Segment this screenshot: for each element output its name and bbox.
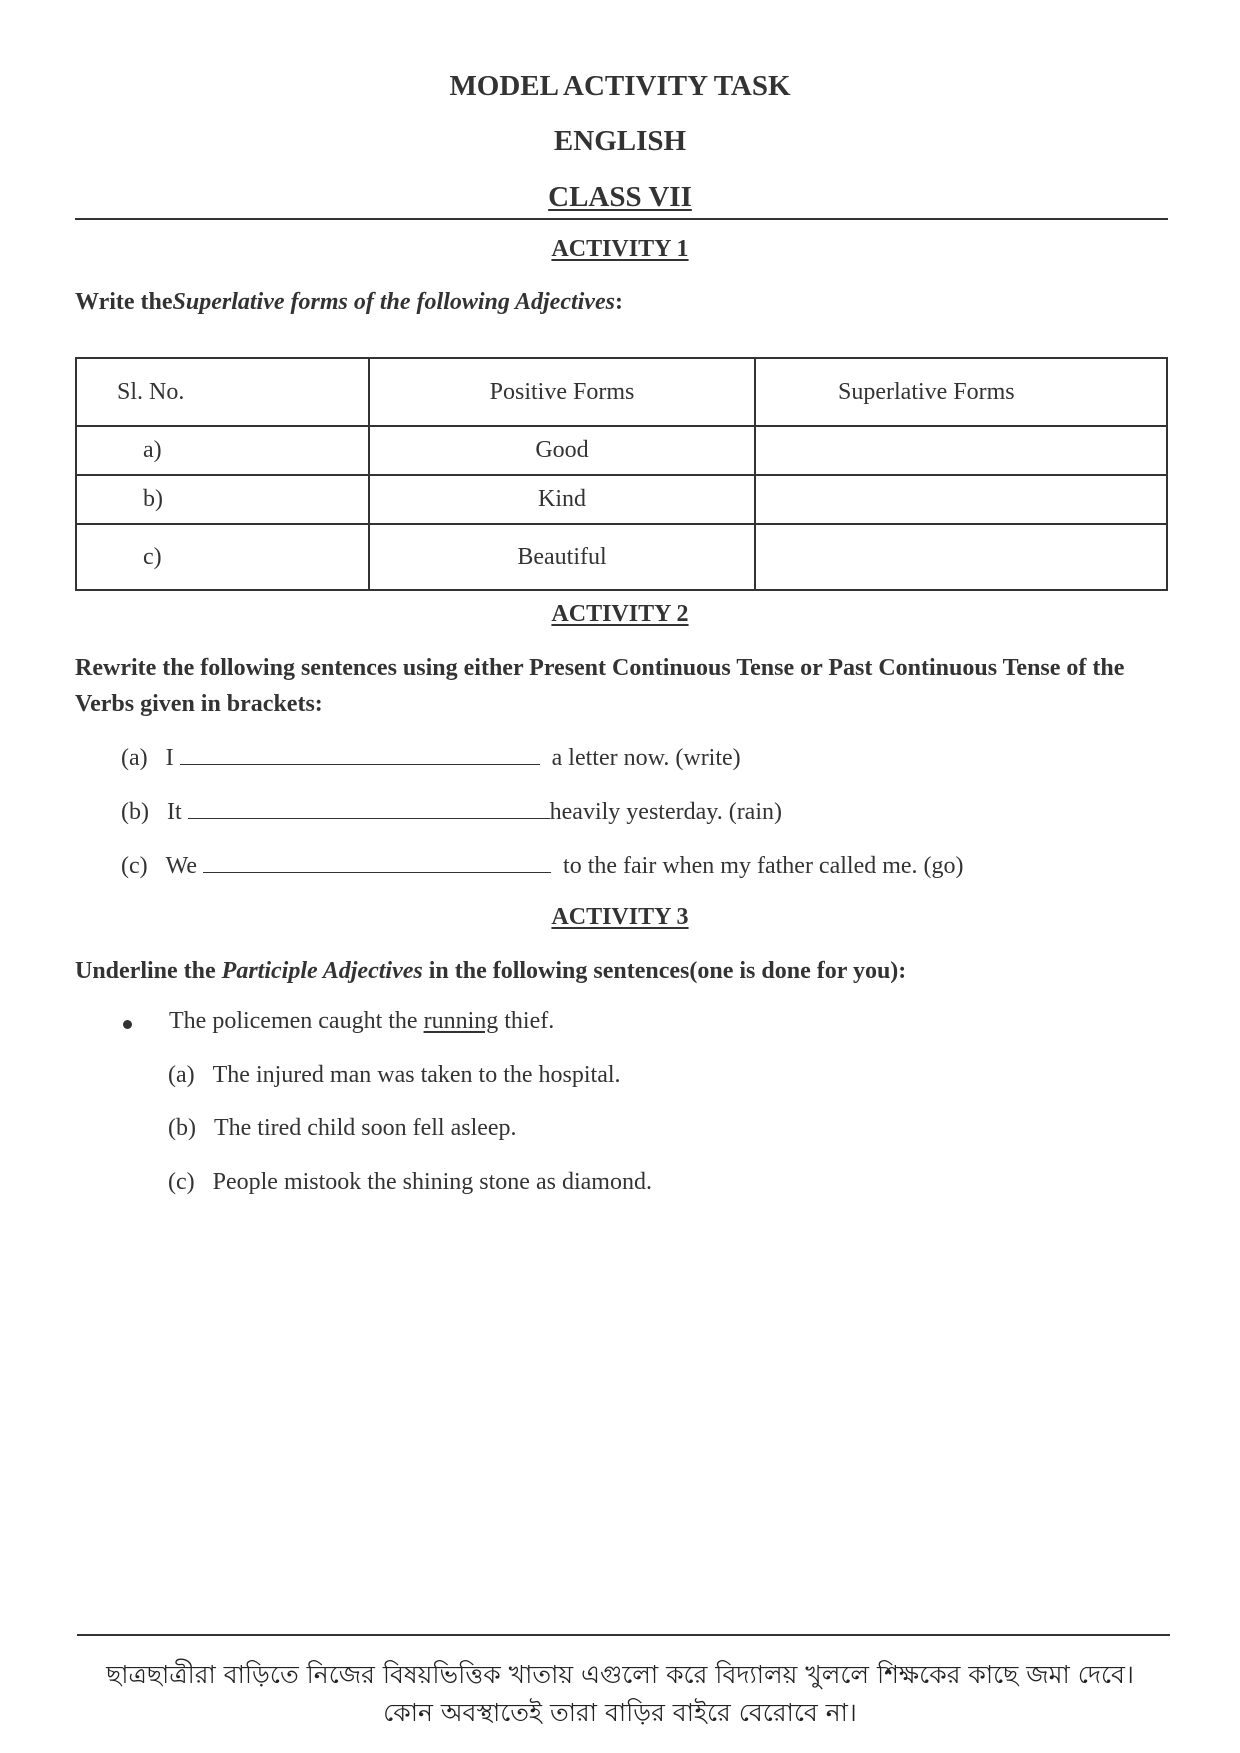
example-sentence bbox=[169, 1008, 554, 1035]
activity-2-title-wrap bbox=[0, 601, 1240, 628]
cell-superlative-answer[interactable] bbox=[755, 475, 1167, 524]
activity-2-instruction bbox=[75, 650, 1168, 722]
class-title: CLASS VII bbox=[548, 181, 692, 213]
item-label: (a) bbox=[168, 1062, 195, 1088]
instruction-italic: Superlative forms of the following Adjectives bbox=[172, 289, 615, 315]
item-label: (b) bbox=[168, 1115, 196, 1141]
item-label: (c) bbox=[121, 853, 148, 879]
list-item bbox=[168, 1169, 652, 1196]
cell-superlative-answer[interactable] bbox=[755, 426, 1167, 475]
instruction-italic: Participle Adjectives bbox=[221, 958, 423, 984]
item-label: (c) bbox=[168, 1169, 195, 1195]
header-divider bbox=[75, 218, 1168, 220]
class-title-wrap bbox=[0, 181, 1240, 214]
example-underlined-word: running bbox=[423, 1008, 499, 1034]
item-text[interactable]: The tired child soon fell asleep. bbox=[213, 1115, 517, 1141]
instruction-suffix: in the following sentences(one is done for you): bbox=[422, 958, 907, 984]
answer-blank[interactable] bbox=[188, 796, 550, 819]
cell-positive: Beautiful bbox=[369, 524, 755, 590]
bullet-icon bbox=[123, 1020, 132, 1029]
instruction-suffix: : bbox=[614, 289, 623, 315]
item-label: (a) bbox=[121, 745, 148, 771]
item-after: heavily yesterday. (rain) bbox=[549, 799, 782, 825]
footer-instruction-line-1: ছাত্রছাত্রীরা বাড়িতে নিজের বিষয়ভিত্তিক খাতায় এগুলো করে বিদ্যালয় খুললে শিক্ষকের কাছে জমা দেবে। bbox=[106, 1660, 1134, 1689]
item-after: a letter now. (write) bbox=[551, 745, 741, 771]
cell-positive: Kind bbox=[369, 475, 755, 524]
activity-1-instruction bbox=[75, 284, 623, 320]
item-text[interactable]: The injured man was taken to the hospital. bbox=[212, 1062, 621, 1088]
list-item bbox=[168, 1115, 517, 1142]
cell-superlative-answer[interactable] bbox=[755, 524, 1167, 590]
footer-divider bbox=[77, 1634, 1170, 1636]
cell-positive: Good bbox=[369, 426, 755, 475]
table-row bbox=[76, 475, 1167, 524]
table-row bbox=[76, 426, 1167, 475]
activity-2-title: ACTIVITY 2 bbox=[551, 601, 689, 627]
page-title: MODEL ACTIVITY TASK bbox=[449, 70, 791, 102]
fill-item bbox=[121, 796, 782, 826]
activity-3-instruction bbox=[75, 953, 906, 989]
example-after: thief. bbox=[498, 1008, 555, 1034]
footer-instruction-line-2: কোন অবস্থাতেই তারা বাড়ির বাইরে বেরোবে না। bbox=[383, 1698, 857, 1727]
example-before: The policemen caught the bbox=[169, 1008, 424, 1034]
item-after: to the fair when my father called me. (go) bbox=[563, 853, 964, 879]
instruction-text: Write the bbox=[75, 289, 173, 315]
table-row bbox=[76, 524, 1167, 590]
subject-title: ENGLISH bbox=[553, 125, 687, 157]
item-before: We bbox=[165, 853, 198, 879]
answer-blank[interactable] bbox=[203, 850, 551, 873]
activity-3-title-wrap bbox=[0, 904, 1240, 931]
header-positive: Positive Forms bbox=[369, 358, 755, 426]
item-label: (b) bbox=[121, 799, 149, 825]
cell-sl: b) bbox=[76, 475, 369, 524]
activity-1-title-wrap bbox=[0, 236, 1240, 263]
table-header-row bbox=[76, 358, 1167, 426]
header-sl-no: Sl. No. bbox=[76, 358, 369, 426]
item-text[interactable]: People mistook the shining stone as diamond. bbox=[212, 1169, 652, 1195]
instruction-line-1: Rewrite the following sentences using either Present Continuous Tense or Past Continuous Tense of the bbox=[75, 655, 1125, 681]
cell-sl: c) bbox=[76, 524, 369, 590]
fill-item bbox=[121, 850, 964, 880]
list-item bbox=[168, 1062, 621, 1089]
instruction-text: Underline the bbox=[75, 958, 222, 984]
instruction-line-2: Verbs given in brackets: bbox=[75, 691, 323, 717]
activity-1-title: ACTIVITY 1 bbox=[551, 236, 689, 262]
adjectives-table bbox=[75, 357, 1168, 591]
item-before: I bbox=[165, 745, 174, 771]
item-before: It bbox=[166, 799, 182, 825]
activity-3-title: ACTIVITY 3 bbox=[551, 904, 689, 930]
answer-blank[interactable] bbox=[180, 742, 540, 765]
fill-item bbox=[121, 742, 741, 772]
cell-sl: a) bbox=[76, 426, 369, 475]
header-superlative: Superlative Forms bbox=[755, 358, 1167, 426]
